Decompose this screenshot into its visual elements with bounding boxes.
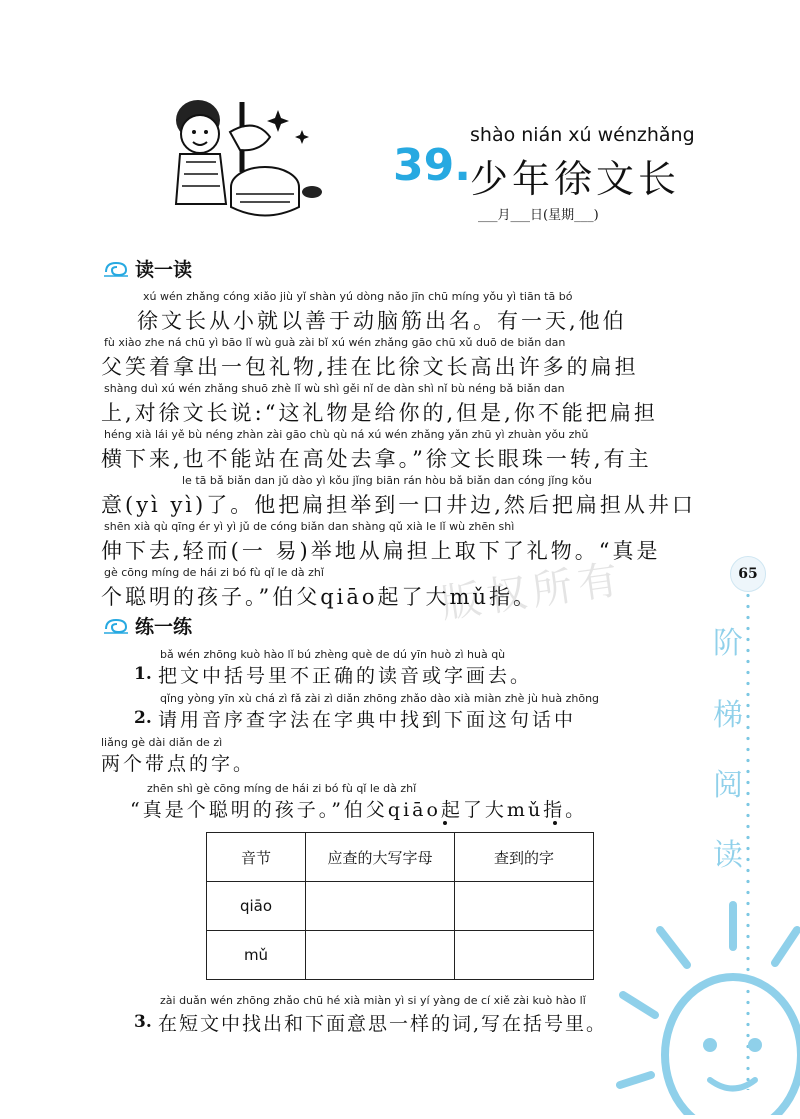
answer-table xyxy=(206,832,594,980)
read-text-3: 上,对徐文长说:“这礼物是给你的,但是,你不能把扁担 xyxy=(101,401,658,425)
read-pinyin-7: gè cōng míng de hái zi bó fù qǐ le dà zhǐ xyxy=(104,566,324,579)
page-number: 65 xyxy=(738,566,758,582)
boy-illustration xyxy=(160,92,330,217)
table-header-cell: 查到的字 xyxy=(455,833,594,882)
read-pinyin-6: shēn xià qù qīng ér yì yì jǔ de cóng biǎn dan shàng qǔ xià le lǐ wù zhēn shì xyxy=(104,520,515,533)
q3-text: 在短文中找出和下面意思一样的词,写在括号里。 xyxy=(158,1013,608,1035)
emphasis-dot xyxy=(443,821,447,825)
q1-text: 把文中括号里不正确的读音或字画去。 xyxy=(158,665,533,687)
lesson-number: 39. xyxy=(393,140,471,191)
swirl-icon xyxy=(103,617,129,635)
q3-pinyin: zài duǎn wén zhōng zhǎo chū hé xià miàn yì si yí yàng de cí xiě zài kuò hào lǐ xyxy=(160,994,586,1007)
table-header-row xyxy=(207,833,594,882)
read-text-5: 意(yì yì)了。他把扁担举到一口井边,然后把扁担从井口 xyxy=(101,493,696,517)
table-row xyxy=(207,931,594,980)
page-number-badge xyxy=(730,556,766,592)
read-text-7: 个聪明的孩子。”伯父qiāo起了大mǔ指。 xyxy=(101,585,537,609)
read-pinyin-4: héng xià lái yě bù néng zhàn zài gāo chù qù ná xú wén zhǎng yǎn zhū yì zhuàn yǒu zhǔ xyxy=(104,428,589,441)
table-header-cell: 应查的大写字母 xyxy=(306,833,455,882)
title-pinyin: shào nián xú wénzhǎng xyxy=(470,124,695,146)
page-title: 少年徐文长 xyxy=(470,157,681,201)
read-pinyin-3: shàng duì xú wén zhǎng shuō zhè lǐ wù shì gěi nǐ de dàn shì nǐ bù néng bǎ biǎn dan xyxy=(104,382,565,395)
read-text-4: 横下来,也不能站在高处去拿。”徐文长眼珠一转,有主 xyxy=(101,447,652,471)
syllable-cell: qiāo xyxy=(207,882,306,931)
q2-pinyin-1: qǐng yòng yīn xù chá zì fǎ zài zì diǎn zhōng zhǎo dào xià miàn zhè jù huà zhōng xyxy=(160,692,600,705)
answer-cell[interactable] xyxy=(455,931,594,980)
answer-cell[interactable] xyxy=(306,882,455,931)
read-text-6: 伸下去,轻而(一 易)举地从扁担上取下了礼物。“真是 xyxy=(101,539,661,563)
practice-section-heading: 练一练 xyxy=(103,612,192,639)
side-label-char: 读 xyxy=(713,838,743,873)
syllable-cell: mǔ xyxy=(207,931,306,980)
q2-text-1: 请用音序查字法在字典中找到下面这句话中 xyxy=(158,709,577,731)
q2-text-2: 两个带点的字。 xyxy=(101,753,256,775)
swirl-icon xyxy=(103,260,129,278)
read-pinyin-1: xú wén zhǎng cóng xiǎo jiù yǐ shàn yú dòng nǎo jīn chū míng yǒu yì tiān tā bó xyxy=(143,290,573,303)
answer-cell[interactable] xyxy=(455,882,594,931)
table-row xyxy=(207,882,594,931)
side-label-char: 梯 xyxy=(713,698,743,733)
read-pinyin-2: fù xiào zhe ná chū yì bāo lǐ wù guà zài bǐ xú wén zhǎng gāo chū xǔ duō de biǎn dan xyxy=(104,336,566,349)
answer-cell[interactable] xyxy=(306,931,455,980)
date-line: ___月___日(星期___) xyxy=(478,208,599,223)
quote-text: “真是个聪明的孩子。”伯父qiāo起了大mǔ指。 xyxy=(130,799,588,821)
read-section-heading: 读一读 xyxy=(103,255,192,282)
read-text-2: 父笑着拿出一包礼物,挂在比徐文长高出许多的扁担 xyxy=(101,355,639,379)
watermark: 版权所有 xyxy=(438,556,627,628)
read-text-1: 徐文长从小就以善于动脑筋出名。有一天,他伯 xyxy=(137,309,627,333)
table-header-cell: 音节 xyxy=(207,833,306,882)
read-pinyin-5: le tā bǎ biǎn dan jǔ dào yì kǒu jǐng biān rán hòu bǎ biǎn dan cóng jǐng kǒu xyxy=(182,474,592,487)
emphasis-dot xyxy=(553,821,557,825)
side-label-char: 阅 xyxy=(713,768,743,803)
side-label-char: 阶 xyxy=(713,626,743,661)
quote-pinyin: zhēn shì gè cōng míng de hái zi bó fù qǐ le dà zhǐ xyxy=(147,782,417,795)
q3-number: 3. xyxy=(134,1012,152,1032)
q2-number: 2. xyxy=(134,708,152,728)
q2-pinyin-2: liǎng gè dài diǎn de zì xyxy=(101,736,223,749)
q1-number: 1. xyxy=(134,664,152,684)
sun-decoration xyxy=(615,885,800,1115)
q1-pinyin: bǎ wén zhōng kuò hào lǐ bú zhèng què de dú yīn huò zì huà qù xyxy=(160,648,506,661)
